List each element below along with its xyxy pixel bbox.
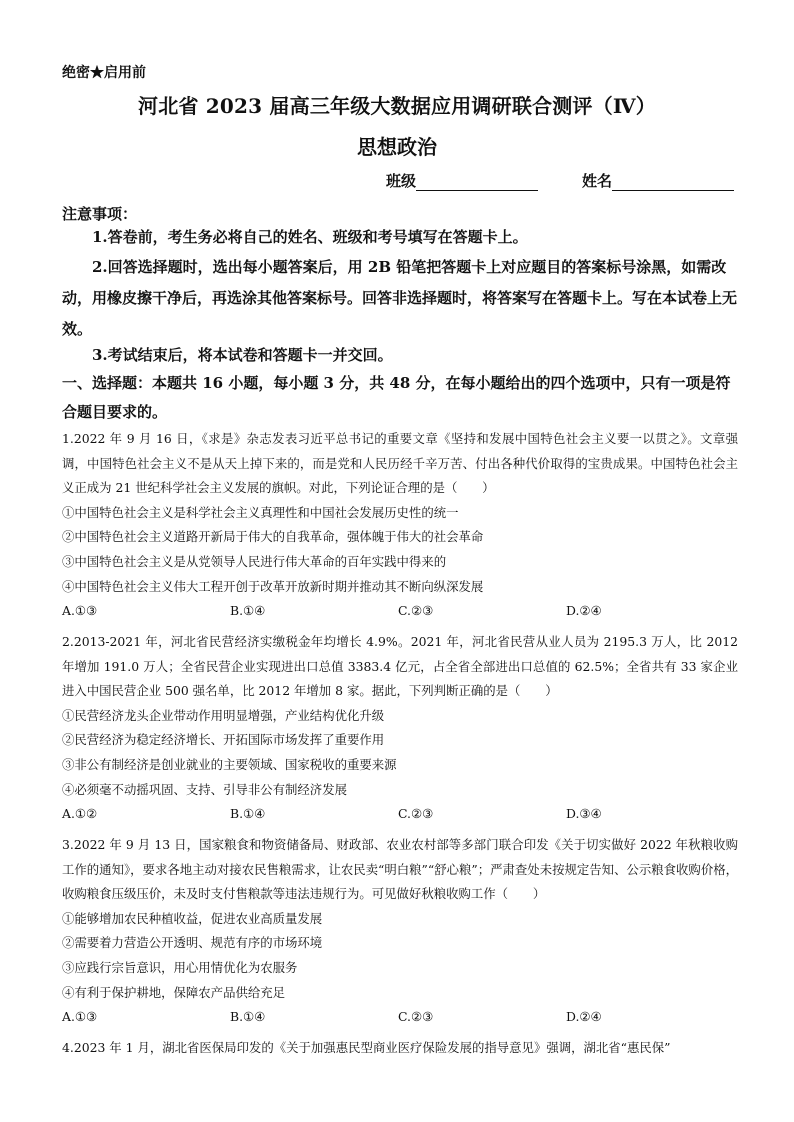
question-option: ④必须毫不动摇巩固、支持、引导非公有制经济发展 bbox=[62, 781, 347, 797]
question-2 bbox=[62, 630, 738, 827]
question-option: ③应践行宗旨意识，用心用情优化为农服务 bbox=[62, 959, 298, 975]
notice-item: 2.回答选择题时，选出每小题答案后，用 2B 铅笔把答题卡上对应题目的答案标号涂黑，如需改动，用橡皮擦干净后，再选涂其他答案标号。回答非选择题时，将答案写在答题卡上。写在本试卷上无效。 bbox=[62, 258, 738, 338]
subject-title: 思想政治 bbox=[357, 135, 437, 159]
question-option: ③非公有制经济是创业就业的主要领域、国家税收的重要来源 bbox=[62, 756, 397, 772]
question-option: ④有利于保护耕地，保障农产品供给充足 bbox=[62, 984, 286, 1000]
question-option: ②需要着力营造公开透明、规范有序的市场环境 bbox=[62, 935, 323, 951]
class-label: 班级 bbox=[386, 172, 417, 190]
question-3 bbox=[62, 833, 738, 1030]
notice-heading: 注意事项： bbox=[62, 205, 138, 223]
choice-c: C.②③ bbox=[398, 806, 434, 822]
question-option: ①中国特色社会主义是科学社会主义真理性和中国社会发展历史性的统一 bbox=[62, 504, 459, 520]
student-info-fields bbox=[386, 170, 734, 191]
notice-item: 3.考试结束后，将本试卷和答题卡一并交回。 bbox=[92, 346, 393, 364]
question-option: ②民营经济为稳定经济增长、开拓国际市场发挥了重要作用 bbox=[62, 732, 385, 748]
answer-choices bbox=[62, 802, 738, 827]
question-1 bbox=[62, 427, 738, 624]
choice-d: D.③④ bbox=[566, 806, 602, 822]
question-option: ①民营经济龙头企业带动作用明显增强，产业结构优化升级 bbox=[62, 707, 385, 723]
answer-choices bbox=[62, 599, 738, 624]
question-stem: 2.2013-2021 年，河北省民营经济实缴税金年均增长 4.9%。2021 年，河北省民营从业人员为 2195.3 万人，比 2012 年增加 191.0 万人；全省民营企业实现进出口总值 3383.4 亿元，占全省全部进出口总值的 62.5%；全省共有 33 家企业进入中国民营企业 500 强名单，比 2012 年增加 8 家。据此，下列判断正确的是（ ） bbox=[62, 634, 738, 699]
choice-a: A.①② bbox=[62, 806, 98, 822]
name-blank bbox=[612, 174, 734, 191]
secret-label: 绝密★启用前 bbox=[62, 65, 146, 81]
name-label: 姓名 bbox=[582, 172, 613, 190]
question-stem: 3.2022 年 9 月 13 日，国家粮食和物资储备局、财政部、农业农村部等多部门联合印发《关于切实做好 2022 年秋粮收购工作的通知》，要求各地主动对接农民售粮需求，让农民卖“明白粮”“舒心粮”；严肃查处未按规定告知、公示粮食收购价格，收购粮食压级压价，未及时支付售粮款等违法违规行为。可见做好秋粮收购工作（ ） bbox=[62, 837, 738, 902]
choice-b: B.①④ bbox=[230, 603, 266, 619]
notice-item: 1.答卷前，考生务必将自己的姓名、班级和考号填写在答题卡上。 bbox=[92, 228, 528, 246]
question-option: ②中国特色社会主义道路开新局于伟大的自我革命，强体魄于伟大的社会革命 bbox=[62, 529, 484, 545]
choice-c: C.②③ bbox=[398, 1009, 434, 1025]
question-option: ①能够增加农民种植收益，促进农业高质量发展 bbox=[62, 910, 323, 926]
choice-a: A.①③ bbox=[62, 603, 98, 619]
question-stem: 1.2022 年 9 月 16 日，《求是》杂志发表习近平总书记的重要文章《坚持和发展中国特色社会主义要一以贯之》。文章强调，中国特色社会主义不是从天上掉下来的，而是党和人民历经千辛万苦、付出各种代价取得的宝贵成果。中国特色社会主义正成为 21 世纪科学社会主义发展的旗帜。对此，下列论证合理的是（ ） bbox=[62, 431, 738, 496]
choice-b: B.①④ bbox=[230, 1009, 266, 1025]
question-stem: 4.2023 年 1 月，湖北省医保局印发的《关于加强惠民型商业医疗保险发展的指导意见》强调，湖北省“惠民保” bbox=[62, 1040, 671, 1055]
section-heading: 一、选择题：本题共 16 小题，每小题 3 分，共 48 分，在每小题给出的四个选项中，只有一项是符合题目要求的。 bbox=[62, 374, 731, 421]
choice-d: D.②④ bbox=[566, 1009, 602, 1025]
choice-b: B.①④ bbox=[230, 806, 266, 822]
exam-title: 河北省 2023 届高三年级大数据应用调研联合测评（Ⅳ） bbox=[138, 94, 656, 118]
question-option: ④中国特色社会主义伟大工程开创于改革开放新时期并推动其不断向纵深发展 bbox=[62, 578, 484, 594]
class-blank bbox=[416, 174, 538, 191]
choice-c: C.②③ bbox=[398, 603, 434, 619]
choice-a: A.①③ bbox=[62, 1009, 98, 1025]
question-option: ③中国特色社会主义是从党领导人民进行伟大革命的百年实践中得来的 bbox=[62, 553, 447, 569]
answer-choices bbox=[62, 1005, 738, 1030]
question-4 bbox=[62, 1036, 738, 1061]
choice-d: D.②④ bbox=[566, 603, 602, 619]
